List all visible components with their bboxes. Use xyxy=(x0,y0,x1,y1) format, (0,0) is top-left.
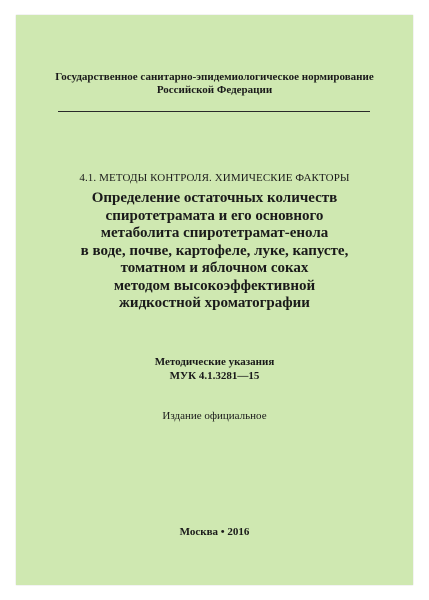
document-number: МУК 4.1.3281—15 xyxy=(169,370,260,382)
document-type-label: Методические указания xyxy=(154,356,275,368)
title-line: Определение остаточных количеств xyxy=(91,190,338,206)
document-title xyxy=(16,190,413,313)
title-line: метаболита спиротетрамат-енола xyxy=(100,225,329,241)
imprint-place-year: Москва • 2016 xyxy=(179,526,250,538)
title-line: спиротетрамата и его основного xyxy=(105,207,324,224)
title-line: методом высокоэффективной xyxy=(113,277,316,294)
header-line-1: Государственное санитарно-эпидемиологическое нормирование xyxy=(55,71,374,83)
header-line-2: Российской Федерации xyxy=(156,84,273,96)
title-line: жидкостной хроматографии xyxy=(119,295,310,311)
title-line: томатном и яблочном соках xyxy=(120,260,309,276)
header-divider xyxy=(58,111,370,112)
section-heading: 4.1. МЕТОДЫ КОНТРОЛЯ. ХИМИЧЕСКИЕ ФАКТОРЫ xyxy=(79,172,350,184)
document-cover xyxy=(16,15,413,585)
document-type xyxy=(16,355,413,383)
title-line: в воде, почве, картофеле, луке, капусте, xyxy=(80,242,349,259)
edition-note: Издание официальное xyxy=(162,410,267,422)
publisher-header xyxy=(16,71,413,97)
